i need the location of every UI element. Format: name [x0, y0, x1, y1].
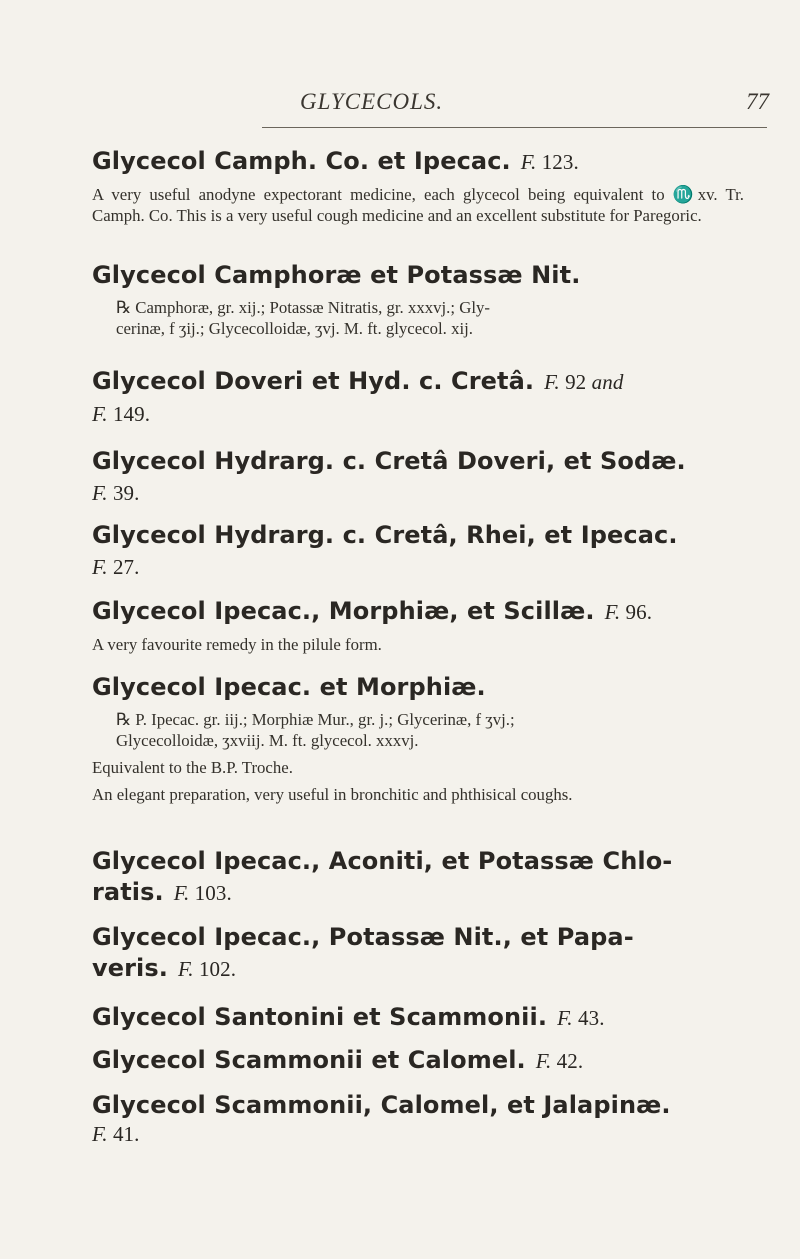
formula-reference: F. 43. — [557, 1006, 605, 1030]
entry-title: Glycecol Ipecac., Aconiti, et Potassæ Chlo- — [92, 847, 673, 875]
entry-title: Glycecol Hydrarg. c. Cretâ, Rhei, et Ipecac. — [92, 521, 678, 549]
entry-glycecol-ipecac-potassae-papaveris — [92, 922, 744, 985]
entry-title: Glycecol Hydrarg. c. Cretâ Doveri, et Sodæ. — [92, 447, 686, 475]
entry-title — [92, 366, 744, 398]
entry-title: Glycecol Ipecac. et Morphiæ. — [92, 673, 486, 701]
entry-glycecol-doveri-hyd — [92, 366, 744, 430]
entry-title — [92, 1045, 744, 1077]
entry-title-continued: ratis. F. 103. — [92, 878, 232, 906]
prescription-line-2: Glycecolloidæ, ʒxviij. M. ft. glycecol. xxxvj. — [116, 731, 419, 750]
entry-title — [92, 146, 744, 178]
prescription-line-2: cerinæ, f ʒij.; Glycecolloidæ, ʒvj. M. ft. glycecol. xij. — [116, 319, 473, 338]
formula-reference: F. 102. — [178, 957, 237, 981]
entry-title-text: Glycecol Doveri et Hyd. c. Cretâ. — [92, 367, 535, 395]
formula-reference: F. 27. — [92, 555, 140, 579]
entry-title — [92, 596, 744, 628]
entry-glycecol-camphorae-potassae — [92, 260, 744, 339]
entry-glycecol-camph-co-ipecac — [92, 146, 744, 226]
entry-title: Glycecol Scammonii, Calomel, et Jalapinæ. — [92, 1091, 671, 1119]
entry-title-continued — [92, 477, 744, 509]
entry-glycecol-scammonii-calomel-jalapinae — [92, 1090, 744, 1146]
entry-glycecol-ipecac-aconiti-potassae — [92, 846, 744, 909]
prescription-line-1: P. Ipecac. gr. iij.; Morphiæ Mur., gr. j.; Glycerinæ, f ʒvj.; — [135, 710, 515, 729]
entry-title-continued: veris. F. 102. — [92, 954, 237, 982]
formula-reference: F. 41. — [92, 1122, 140, 1146]
running-head: GLYCECOLS. — [300, 89, 444, 114]
prescription — [92, 709, 744, 751]
formula-reference: F. 42. — [535, 1049, 584, 1073]
entry-title-text: Glycecol Santonini et Scammonii. — [92, 1003, 548, 1031]
formula-reference-2: F. 149. — [92, 402, 151, 426]
entry-description: An elegant preparation, very useful in bronchitic and phthisical coughs. — [92, 785, 573, 804]
entry-glycecol-ipecac-morphiae-scillae — [92, 596, 744, 655]
page-number: 77 — [746, 89, 769, 114]
entry-glycecol-hydrarg-rhei-ipecac — [92, 520, 744, 583]
recipe-symbol-icon: ℞ — [116, 710, 132, 729]
entry-title-continued — [92, 1121, 744, 1146]
entry-glycecol-santonini-scammonii — [92, 1002, 744, 1034]
entry-description: A very favourite remedy in the pilule form. — [92, 635, 382, 654]
formula-reference: F. 103. — [173, 881, 232, 905]
formula-reference: F. 123. — [520, 150, 579, 174]
entry-glycecol-scammonii-calomel — [92, 1045, 744, 1077]
entry-title: Glycecol Ipecac., Potassæ Nit., et Papa- — [92, 923, 634, 951]
entry-title: Glycecol Camphoræ et Potassæ Nit. — [92, 261, 581, 289]
formula-reference: F. 92 and — [544, 370, 624, 394]
header-rule — [262, 127, 767, 128]
prescription — [92, 297, 744, 339]
formula-reference: F. 39. — [92, 481, 140, 505]
entry-title-continued — [92, 551, 744, 583]
entry-title-text: Glycecol Ipecac., Morphiæ, et Scillæ. — [92, 597, 595, 625]
formula-reference: F. 96. — [604, 600, 653, 624]
prescription-line-1: Camphoræ, gr. xij.; Potassæ Nitratis, gr. xxxvj.; Gly- — [135, 298, 490, 317]
recipe-symbol-icon: ℞ — [116, 298, 132, 317]
entry-title-text: Glycecol Scammonii et Calomel. — [92, 1046, 526, 1074]
entry-glycecol-hydrarg-doveri-sodae — [92, 446, 744, 509]
entry-description: A very useful anodyne expectorant medicine, each glycecol being equivalent to ♏xv. Tr. Camph. Co. This is a very useful cough medicine and an excellent substitute for Paregoric. — [92, 185, 744, 225]
entry-title-text: Glycecol Camph. Co. et Ipecac. — [92, 147, 511, 175]
entry-equivalence: Equivalent to the B.P. Troche. — [92, 758, 293, 777]
entry-glycecol-ipecac-morphiae — [92, 672, 744, 805]
entry-title-continued — [92, 398, 744, 430]
entry-title — [92, 1002, 744, 1034]
